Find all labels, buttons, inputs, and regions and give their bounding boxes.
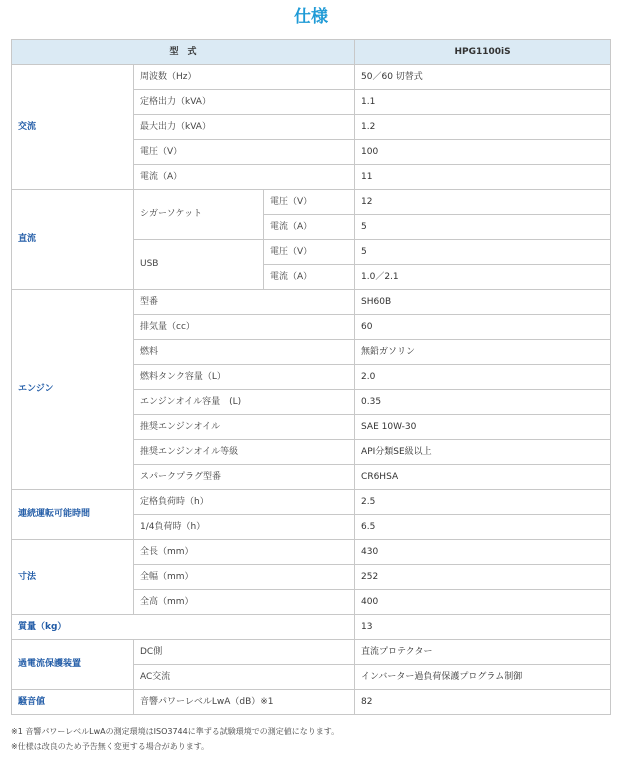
spec-value: API分類SE級以上	[355, 440, 611, 465]
spec-value: 252	[355, 565, 611, 590]
category-noise: 騒音値	[12, 690, 134, 715]
table-header-row	[12, 40, 611, 65]
spec-label: 燃料タンク容量（L）	[134, 365, 355, 390]
spec-value: 5	[355, 215, 611, 240]
spec-label: AC交流	[134, 665, 355, 690]
page-title: 仕様	[294, 7, 328, 27]
spec-value: 400	[355, 590, 611, 615]
spec-label: 1/4負荷時（h）	[134, 515, 355, 540]
model-label: 型 式	[12, 40, 355, 65]
category-dimensions: 寸法	[12, 540, 134, 615]
spec-value: 直流プロテクター	[355, 640, 611, 665]
spec-label: DC側	[134, 640, 355, 665]
table-row	[12, 540, 611, 565]
table-row	[12, 640, 611, 665]
spec-value: 無鉛ガソリン	[355, 340, 611, 365]
spec-label: 音響パワーレベルLwA（dB）※1	[134, 690, 355, 715]
spec-label: 定格負荷時（h）	[134, 490, 355, 515]
spec-value: 12	[355, 190, 611, 215]
spec-value: 1.0／2.1	[355, 265, 611, 290]
table-row	[12, 190, 611, 215]
spec-value: 11	[355, 165, 611, 190]
spec-label: 最大出力（kVA）	[134, 115, 355, 140]
spec-label: 推奨エンジンオイル	[134, 415, 355, 440]
spec-value: SH60B	[355, 290, 611, 315]
spec-value: インバーター過負荷保護プログラム制御	[355, 665, 611, 690]
spec-label: 全高（mm）	[134, 590, 355, 615]
spec-label: 電流（A）	[264, 215, 355, 240]
spec-value: 5	[355, 240, 611, 265]
spec-label: 定格出力（kVA）	[134, 90, 355, 115]
table-row	[12, 290, 611, 315]
footnote: ※仕様は改良のため予告無く変更する場合があります。	[11, 742, 210, 751]
spec-label: 電流（A）	[134, 165, 355, 190]
spec-value: 6.5	[355, 515, 611, 540]
spec-value: 50／60 切替式	[355, 65, 611, 90]
footnote: ※1 音響パワーレベルLwAの測定環境はISO3744に準ずる試験環境での測定値になります。	[11, 727, 340, 736]
dc-group-label: シガーソケット	[134, 190, 264, 240]
spec-label: 燃料	[134, 340, 355, 365]
spec-label: 電圧（V）	[134, 140, 355, 165]
spec-value: 430	[355, 540, 611, 565]
spec-label: スパークプラグ型番	[134, 465, 355, 490]
spec-label: 周波数（Hz）	[134, 65, 355, 90]
spec-table	[11, 39, 611, 715]
category-protection: 過電流保護装置	[12, 640, 134, 690]
model-value: HPG1100iS	[355, 40, 611, 65]
spec-value: SAE 10W-30	[355, 415, 611, 440]
table-row	[12, 615, 611, 640]
table-row	[12, 65, 611, 90]
spec-value: 1.2	[355, 115, 611, 140]
category-ac: 交流	[12, 65, 134, 190]
dc-group-label: USB	[134, 240, 264, 290]
spec-value: CR6HSA	[355, 465, 611, 490]
spec-label: 電圧（V）	[264, 190, 355, 215]
category-engine: エンジン	[12, 290, 134, 490]
category-weight: 質量（kg）	[12, 615, 355, 640]
spec-value: 1.1	[355, 90, 611, 115]
spec-value: 82	[355, 690, 611, 715]
spec-value: 2.5	[355, 490, 611, 515]
spec-value: 60	[355, 315, 611, 340]
spec-value: 2.0	[355, 365, 611, 390]
spec-value: 100	[355, 140, 611, 165]
spec-value: 0.35	[355, 390, 611, 415]
spec-label: 電流（A）	[264, 265, 355, 290]
spec-label: エンジンオイル容量 (L)	[134, 390, 355, 415]
spec-label: 全幅（mm）	[134, 565, 355, 590]
footnotes	[11, 724, 339, 754]
spec-label: 電圧（V）	[264, 240, 355, 265]
table-row	[12, 690, 611, 715]
category-dc: 直流	[12, 190, 134, 290]
spec-value: 13	[355, 615, 611, 640]
spec-label: 推奨エンジンオイル等級	[134, 440, 355, 465]
spec-label: 型番	[134, 290, 355, 315]
category-runtime: 連続運転可能時間	[12, 490, 134, 540]
table-row	[12, 490, 611, 515]
spec-label: 全長（mm）	[134, 540, 355, 565]
spec-label: 排気量（cc）	[134, 315, 355, 340]
